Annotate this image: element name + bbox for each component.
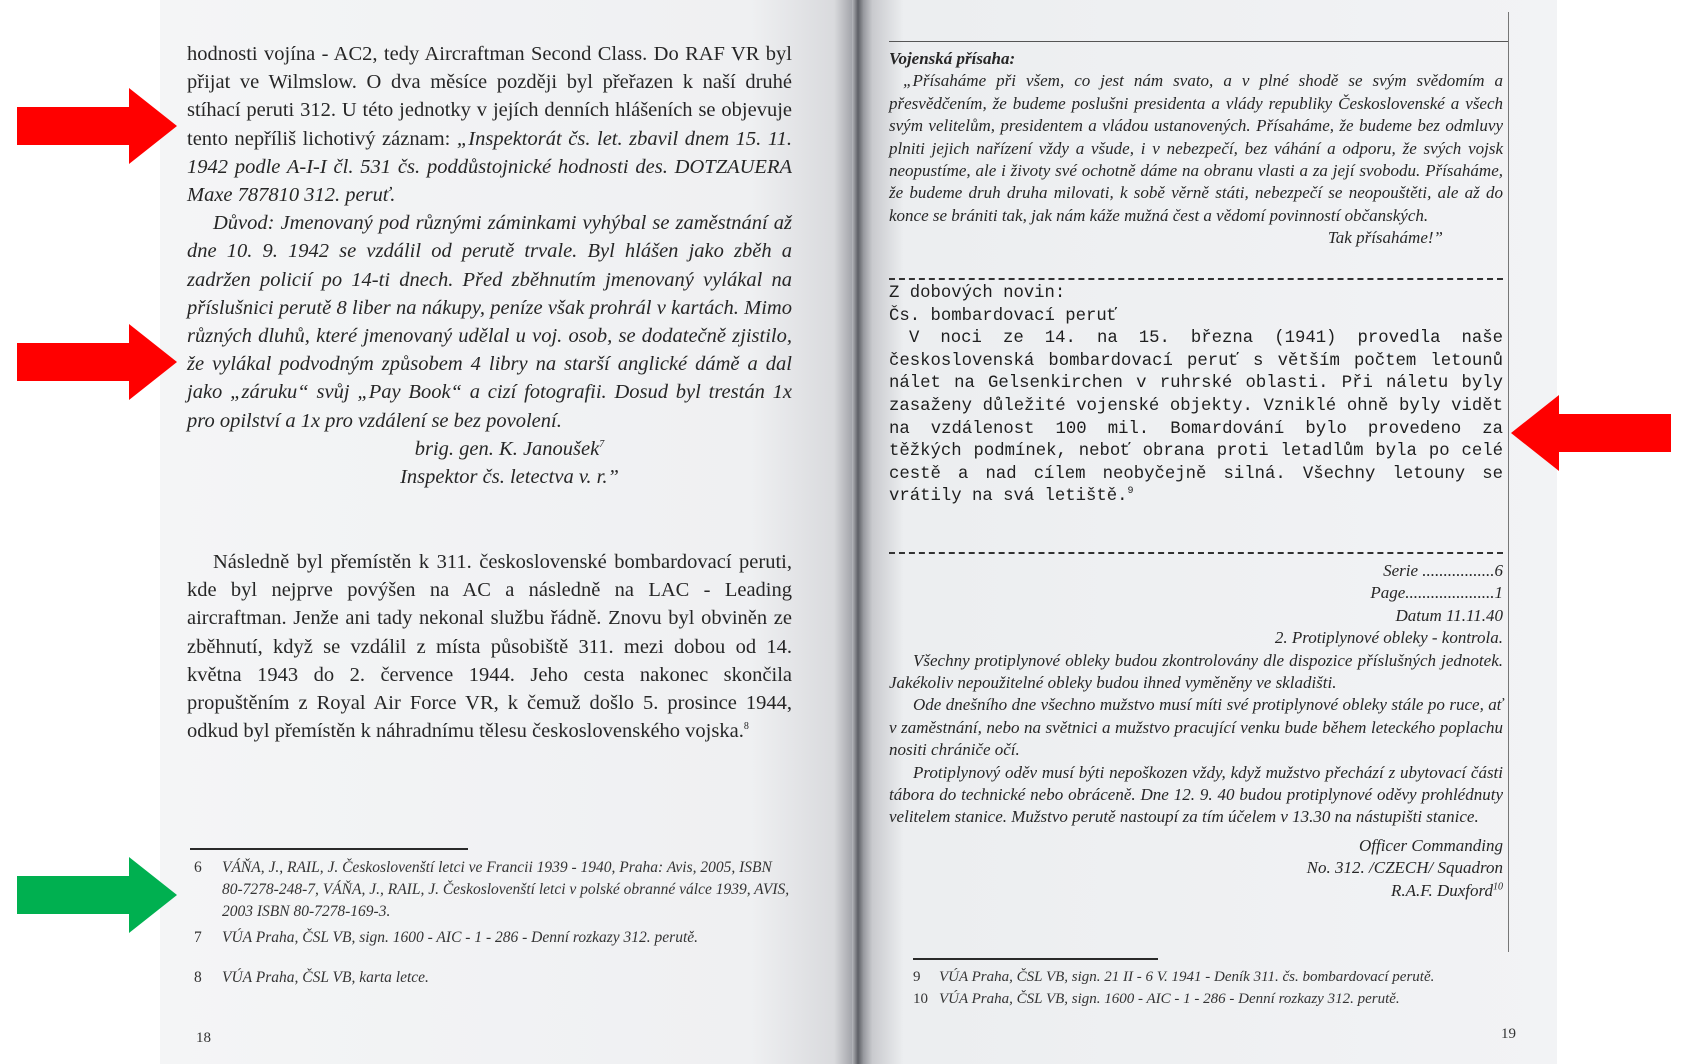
footnote-7: 7 VÚA Praha, ČSL VB, sign. 1600 - AIC - 1 - 286 - Denní rozkazy 312. perutě. — [194, 929, 699, 946]
footnote-divider — [913, 958, 1158, 960]
order-page: Page.....................1 — [1370, 583, 1503, 603]
footnote-9: 9 VÚA Praha, ČSL VB, sign. 21 II - 6 V. 1941 - Deník 311. čs. bombardovací perutě. — [913, 969, 1435, 985]
arrow-right-icon — [17, 324, 177, 400]
top-border-line — [889, 41, 1509, 42]
order-sign-squadron: No. 312. /CZECH/ Squadron — [1306, 858, 1503, 878]
page-number-right: 19 — [1501, 1026, 1516, 1042]
intro-text: hodnosti vojína - AC2, tedy Aircraftman Second Class. Do RAF VR byl přijat ve Wilmslow. O dva měsíce později byl přeřazen k naší druhé stíhací peruti 312. U této jednotky v jejích denních hlášeních se objevuje tento nepříliš lichotivý záznam: — [187, 43, 792, 150]
order-heading: 2. Protiplynové obleky - kontrola. — [1274, 628, 1503, 648]
newspaper-heading: Z dobových novin: — [889, 284, 1066, 303]
order-sign-officer: Officer Commanding — [1358, 835, 1503, 855]
footnote-divider — [190, 848, 468, 850]
order-paragraph: Protiplynový oděv musí býti nepoškozen vždy, když mužstvo přechází z ubytovací části tábora do technické nebo obráceně. Dne 12. 9. 40 budou protiplynové oděvy prohlédnuty velitelem stanice. Mužstvo perutě nastoupí za tím účelem v 13.30 na nástupišti stanice. — [889, 762, 1503, 827]
order-datum: Datum 11.11.40 — [1395, 605, 1503, 625]
page-number-left: 18 — [196, 1030, 211, 1046]
arrow-left-icon — [1511, 395, 1671, 471]
footnote-8: 8 VÚA Praha, ČSL VB, karta letce. — [194, 969, 429, 986]
arrow-shape — [17, 857, 177, 933]
quote-reason: Důvod: Jmenovaný pod různými záminkami vyhýbal se zaměstnání až dne 10. 9. 1942 se vzdálil od perutě trvale. Byl hlášen jako zběh a zadržen policií po 14-ti dnech. Před zběhnutím jmenovaný vylákal na příslušnici perutě 8 liber na nákupy, peníze však prohrál v kartách. Mimo různých dluhů, které jmenovaný udělal u voj. osob, se dodatečně zjistilo, že vylákal podvodným způsobem 4 libry na starší anglické dámě a dal jako „záruku“ svůj „Pay Book“ a cizí fotografii. Dosud byl trestán 1x pro opilství a 1x pro vzdálení se bez povolení. — [187, 212, 792, 432]
left-paragraph-2: Následně byl přemístěn k 311. československé bombardovací peruti, kde byl nejprve povýšen na AC a následně na LAC - Leading aircraftman. Jenže ani tady nekonal službu řádně. Znovu byl obviněn ze zběhnutí, když se vzdálil z místa působiště 311. mezi dobou od 14. května 1943 do 2. července 1944. Jeho cesta nakonec skončila propuštěním z Royal Air Force VR, k čemuž došlo 5. prosince 1944, odkud byl přemístěn k náhradnímu tělesu československého vojska.$^8$ — [187, 551, 792, 743]
military-oath-block — [889, 48, 1503, 250]
newspaper-subheading: Čs. bombardovací peruť — [889, 306, 1118, 326]
order-paragraph: Všechny protiplynové obleky budou zkontrolovány dle dispozice příslušných jednotek. Jakékoliv nepoužitelné obleky budou ihned vyměněny ve skladišti. — [889, 650, 1503, 693]
arrow-shape — [17, 324, 177, 400]
arrow-right-icon — [17, 88, 177, 164]
footnote-10: 10 VÚA Praha, ČSL VB, sign. 1600 - AIC - 1 - 286 - Denní rozkazy 312. perutě. — [913, 991, 1400, 1007]
dashed-separator — [889, 278, 1503, 280]
daily-order-block — [889, 560, 1503, 902]
newspaper-text: V noci ze 14. na 15. března (1941) provedla naše československá bombardovací peruť s větším počtem letounů nálet na Gelsenkirchen v ruhrské oblasti. Při náletu byly zasaženy důležité vojenské objekty. Vzniklé ohně byly vidět na vzdálenost 100 mil. Bomardování bylo provedeno za těžkých podmínek, neboť obrana proti letadlům byla po celé cestě a nad cílem neobyčejně silná. Všechny letouny se vrátily na svá letiště.$^9$ — [889, 329, 1503, 507]
book-gutter — [852, 0, 864, 1064]
order-serie: Serie .................6 — [1383, 561, 1503, 580]
quote-start: „Inspektorát čs. let. zbavil dnem 15. 11. 1942 podle A-I-I čl. 531 čs. poddůstojnické hodnosti des. DOTZAUERA Maxe 787810 312. peruť. — [187, 127, 792, 207]
signature-name: brig. gen. K. Janoušek$^7$ — [414, 437, 605, 460]
newspaper-block — [889, 283, 1503, 509]
arrow-shape — [1511, 395, 1671, 471]
dashed-separator — [889, 552, 1503, 554]
order-paragraph: Ode dnešního dne všechno mužstvo musí míti své protiplynové obleky stále po ruce, ať v zaměstnání, nebo na světnici a mužstvo pracující venku bude během leteckého poplachu nositi chrániče očí. — [889, 695, 1503, 760]
signature-title: Inspektor čs. letectva v. r.” — [400, 465, 619, 488]
order-sign-station: R.A.F. Duxford$^{10}$ — [1391, 880, 1503, 900]
oath-ending: Tak přísaháme!” — [1327, 228, 1443, 248]
arrow-right-icon — [17, 857, 177, 933]
left-main-text — [187, 40, 792, 491]
oath-text: „Přísaháme při všem, co jest nám svato, a v plné shodě se svým svědomím a přesvědčením, že budeme poslušni presidenta a vlády republiky Československé a všech svým velitelům, presidentem a vládou ustanovených. Přísaháme, že budeme bez odmluvy plniti jejich nařízení vždy a všude, i v nebezpečí, bez váhání a odporu, že svých vojsk neopustíme, ale i životy své ochotně dáme na obranu vlasti a za její svobodu. Přísaháme, že budeme druh druha milovati, k sobě věrně státi, nebezpečí se neopouštěti, ale až do konce se brániti tak, jak nám káže mužná čest a vědomí povinností občanských. — [889, 71, 1503, 225]
arrow-shape — [17, 88, 177, 164]
right-border-line — [1508, 12, 1509, 952]
footnote-6: 6 VÁŇA, J., RAIL, J. Českoslovenští letci ve Francii 1939 - 1940, Praha: Avis, 2005, ISBN 80-7278-248-7, VÁŇA, J., RAIL, J. Českoslovenští letci v polské obranné válce 1939, AVIS, 2003 ISBN 80-7278-169-3. — [194, 859, 790, 920]
oath-title: Vojenská přísaha: — [889, 49, 1016, 68]
